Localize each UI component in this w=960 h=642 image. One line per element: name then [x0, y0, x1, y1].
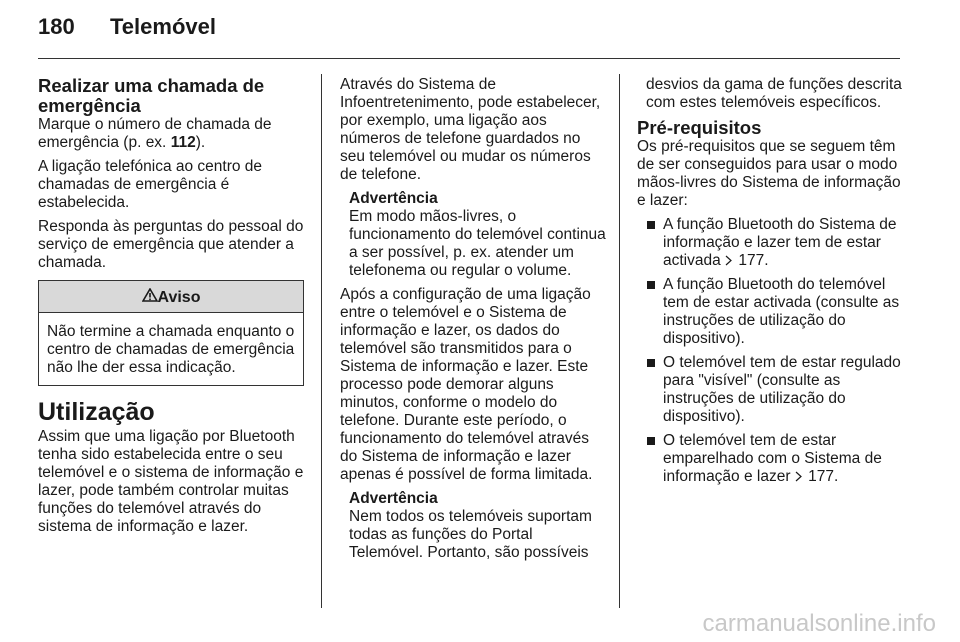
list-item [637, 432, 903, 486]
list-item-text: A função Bluetooth do Sistema de informação e lazer tem de estar activada [663, 216, 897, 269]
note-title: Advertência [349, 490, 438, 507]
page-title: Telemóvel [110, 14, 216, 39]
bullet-square-icon [647, 221, 655, 229]
heading-usage: Utilização [38, 398, 155, 426]
emergency-number: 112 [170, 134, 196, 151]
warning-header [39, 281, 303, 313]
prerequisites-list [637, 216, 903, 486]
list-item-text: A função Bluetooth do telemóvel tem de estar activada (consulte as instruções de utilização do dispositivo). [663, 276, 900, 347]
note-handsfree [340, 190, 606, 280]
column-1 [38, 76, 304, 542]
page-header [38, 14, 216, 40]
paragraph-dial [38, 116, 304, 152]
paragraph-infotainment: Através do Sistema de Infoentretenimento, pode estabelecer, por exemplo, uma ligação aos números de telefone guardados no seu telemóvel ou mudar os números de telefone. [340, 76, 601, 183]
paragraph-data-transfer: Após a configuração de uma ligação entre o telemóvel e o Sistema de informação e lazer, os dados do telemóvel são transmitidos para o Sistema de informação e lazer. Este processo pode demorar alguns minutos, conforme o modelo do telefone. Durante este período, o funcionamento do telemóvel através do Sistema de informação e lazer apenas é possível de forma limitada. [340, 286, 593, 483]
paragraph-answer: Responda às perguntas do pessoal do serviço de emergência que atender a chamada. [38, 218, 304, 271]
header-rule [38, 58, 900, 59]
note-text: Nem todos os telemóveis suportam todas as funções do Portal Telemóvel. Portanto, são possíveis [349, 508, 592, 561]
page-ref-arrow-icon [725, 252, 734, 270]
page-ref-link[interactable]: 177. [808, 468, 839, 485]
bullet-square-icon [647, 359, 655, 367]
list-item [637, 216, 903, 270]
note-compatibility [340, 490, 606, 562]
warning-text: Não termine a chamada enquanto o centro de chamadas de emergência não lhe der essa indicação. [47, 323, 295, 376]
column-divider-1 [321, 74, 322, 608]
watermark: carmanualsonline.info [702, 610, 936, 637]
heading-prerequisites: Pré-requisitos [637, 117, 762, 138]
bullet-square-icon [647, 437, 655, 445]
paragraph-dial-text: Marque o número de chamada de emergência (p. ex. [38, 116, 272, 151]
page-ref-arrow-icon [795, 468, 804, 486]
paragraph-prerequisites: Os pré-requisitos que se seguem têm de ser conseguidos para usar o modo mãos-livres do Sistema de informação e lazer: [637, 138, 901, 209]
page-ref-link[interactable]: 177. [738, 252, 769, 269]
list-item-text: O telemóvel tem de estar emparelhado com o Sistema de informação e lazer [663, 432, 882, 485]
list-item-text: O telemóvel tem de estar regulado para "visível" (consulte as instruções de utilização do dispositivo). [663, 354, 901, 425]
note-continuation: desvios da gama de funções descrita com estes telemóveis específicos. [646, 76, 902, 111]
paragraph-usage: Assim que uma ligação por Bluetooth tenha sido estabelecida entre o seu telemóvel e o sistema de informação e lazer, pode também controlar muitas funções do telemóvel através do sistema de informação e lazer. [38, 428, 304, 535]
warning-icon [142, 289, 158, 306]
note-text: Em modo mãos-livres, o funcionamento do telemóvel continua a ser possível, p. ex. atender um telefonema ou regular o volume. [349, 208, 606, 279]
column-divider-2 [619, 74, 620, 608]
warning-box [38, 280, 304, 386]
warning-title: Aviso [157, 289, 201, 306]
column-2 [340, 76, 606, 568]
note-title: Advertência [349, 190, 438, 207]
list-item [637, 276, 903, 348]
column-3 [637, 76, 903, 492]
page-number: 180 [38, 14, 75, 39]
list-item [637, 354, 903, 426]
paragraph-connection: A ligação telefónica ao centro de chamadas de emergência é estabelecida. [38, 158, 263, 211]
heading-emergency-call: Realizar uma chamada de emergência [38, 75, 265, 116]
paragraph-dial-end: ). [195, 134, 206, 151]
bullet-square-icon [647, 281, 655, 289]
